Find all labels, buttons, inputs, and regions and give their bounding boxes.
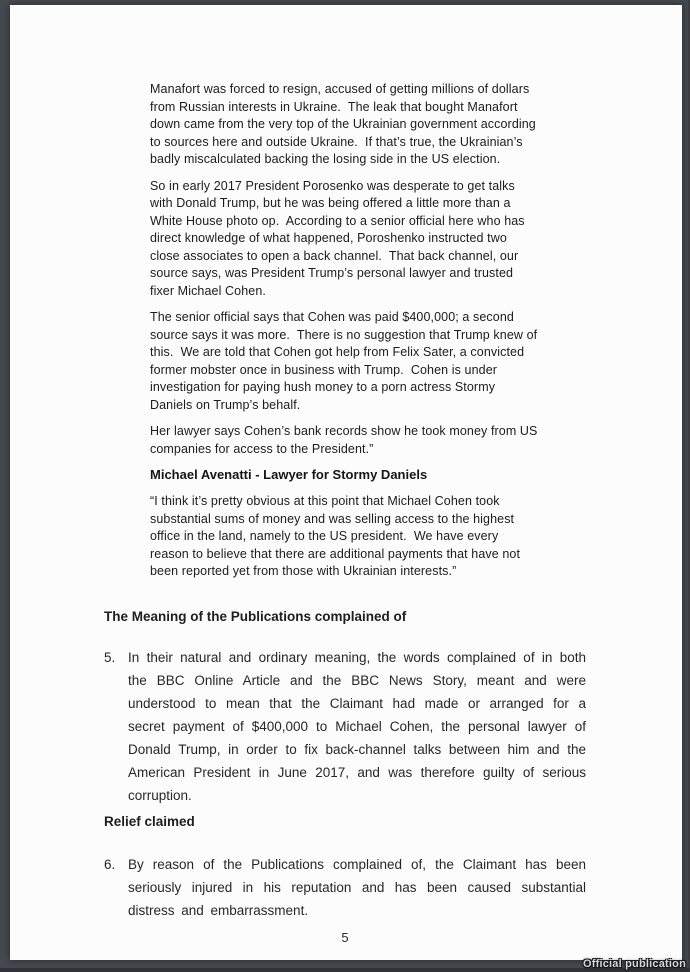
paragraph-number: 5. <box>104 649 116 665</box>
paragraph-number: 6. <box>104 856 116 872</box>
speaker-heading: Michael Avenatti - Lawyer for Stormy Daniels <box>150 467 428 482</box>
numbered-paragraph-5 <box>104 646 586 807</box>
numbered-paragraph-6 <box>104 853 586 922</box>
section-heading-relief: Relief claimed <box>104 813 195 829</box>
quoted-transcript-block <box>150 81 540 581</box>
document-content <box>10 5 682 945</box>
quoted-paragraph-manafort: Manafort was forced to resign, accused of getting millions of dollars from Russian interests in Ukraine. The leak that bought Manafort down came from the very top of the Ukrainian government according to sources here and outside Ukraine. If that’s true, the Ukrainian’s badly miscalculated backing the losing side in the US election. <box>150 82 540 166</box>
paragraph-text: In their natural and ordinary meaning, the words complained of in both the BBC Online Article and the BBC News Story, meant and were understood to mean that the Claimant had made or arranged for a secret payment of $400,000 to Michael Cohen, the personal lawyer of Donald Trump, in order to fix back-channel talks between him and the American President in June 2017, and was therefore guilty of serious corruption. <box>128 649 586 803</box>
quoted-paragraph-senior-official: The senior official says that Cohen was paid $400,000; a second source says it was more. There is no suggestion that Trump knew of this. We are told that Cohen got help from Felix Sater, a convicted former mobster once in business with Trump. Cohen is under investigation for paying hush money to a porn actress Stormy Daniels on Trump’s behalf. <box>150 310 541 412</box>
page-number: 5 <box>341 929 349 945</box>
section-heading-meaning: The Meaning of the Publications complained of <box>104 608 407 624</box>
quoted-paragraph-her-lawyer: Her lawyer says Cohen’s bank records show he took money from US companies for access to the President.” <box>150 424 542 456</box>
official-publication-watermark: Official publication <box>582 958 686 970</box>
quoted-paragraph-avenatti: “I think it’s pretty obvious at this point that Michael Cohen took substantial sums of money and was selling access to the highest office in the land, namely to the US president. We have every reason to believe that there are additional payments that have not been reported yet from those with Ukrainian interests.” <box>150 494 524 578</box>
quoted-paragraph-porosenko: So in early 2017 President Porosenko was desperate to get talks with Donald Trump, but he was being offered a little more than a White House photo op. According to a senior official here who has direct knowledge of what happened, Poroshenko instructed two close associates to open a back channel. That back channel, our source says, was President Trump’s personal lawyer and trusted fixer Michael Cohen. <box>150 178 529 298</box>
pleading-body <box>104 609 586 945</box>
paragraph-text: By reason of the Publications complained of, the Claimant has been seriously injured in his reputation and has been caused substantial distress and embarrassment. <box>128 856 586 918</box>
document-page <box>10 5 682 960</box>
